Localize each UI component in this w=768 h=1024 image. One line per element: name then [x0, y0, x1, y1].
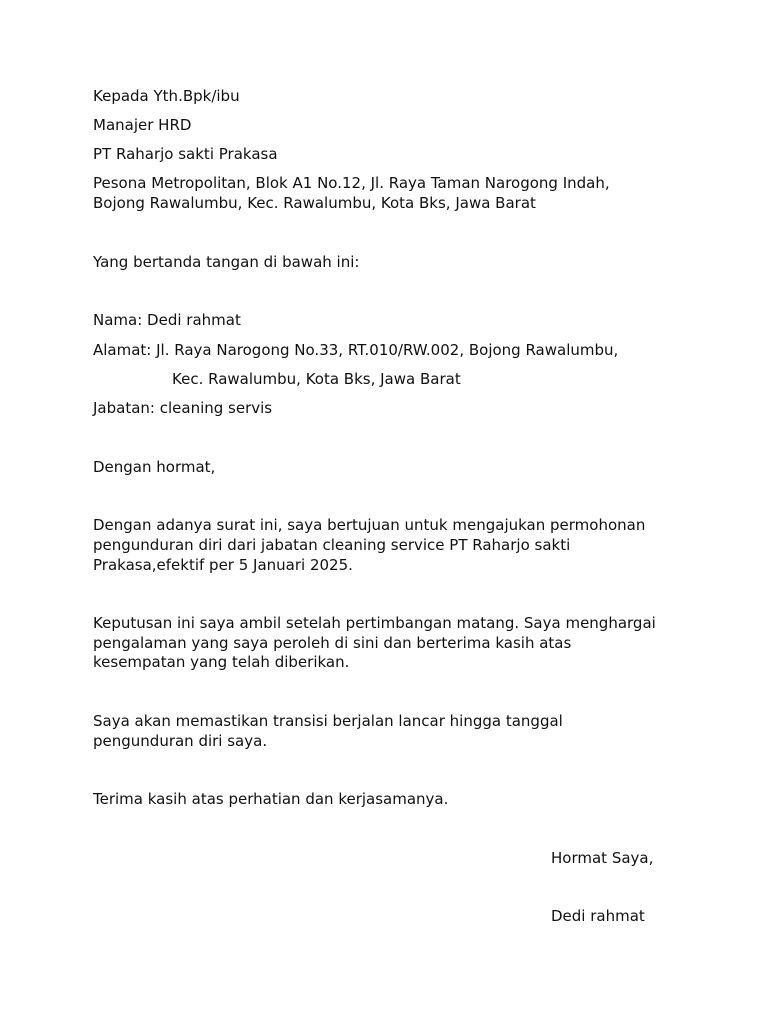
- paragraph2-line: kesempatan yang telah diberikan.: [93, 653, 350, 671]
- recipient-address-line1: Pesona Metropolitan, Blok A1 No.12, Jl. Raya Taman Narogong Indah,: [93, 174, 610, 192]
- paragraph1-line: pengunduran diri dari jabatan cleaning service PT Raharjo sakti: [93, 536, 571, 554]
- thanks-text: Terima kasih atas perhatian dan kerjasamanya.: [93, 790, 449, 808]
- paragraph1-line: Prakasa,efektif per 5 Januari 2025.: [93, 556, 353, 574]
- recipient-address-line2: Bojong Rawalumbu, Kec. Rawalumbu, Kota Bks, Jawa Barat: [93, 194, 536, 212]
- recipient-salutation: Kepada Yth.Bpk/ibu: [93, 87, 240, 105]
- recipient-company: PT Raharjo sakti Prakasa: [93, 145, 278, 163]
- paragraph3-line: pengunduran diri saya.: [93, 732, 268, 750]
- signature-name: Dedi rahmat: [551, 907, 645, 925]
- sender-position: Jabatan: cleaning servis: [93, 399, 273, 417]
- sender-name: Nama: Dedi rahmat: [93, 311, 241, 329]
- paragraph1-line: Dengan adanya surat ini, saya bertujuan untuk mengajukan permohonan: [93, 516, 646, 534]
- intro-text: Yang bertanda tangan di bawah ini:: [93, 253, 360, 271]
- sender-address-line1: Alamat: Jl. Raya Narogong No.33, RT.010/RW.002, Bojong Rawalumbu,: [93, 341, 619, 359]
- sender-address-line2: Kec. Rawalumbu, Kota Bks, Jawa Barat: [172, 370, 461, 388]
- recipient-position: Manajer HRD: [93, 116, 192, 134]
- paragraph3-line: Saya akan memastikan transisi berjalan lancar hingga tanggal: [93, 712, 563, 730]
- closing-regards: Hormat Saya,: [551, 849, 654, 867]
- paragraph2-line: pengalaman yang saya peroleh di sini dan berterima kasih atas: [93, 634, 572, 652]
- paragraph2-line: Keputusan ini saya ambil setelah pertimbangan matang. Saya menghargai: [93, 614, 656, 632]
- greeting: Dengan hormat,: [93, 458, 216, 476]
